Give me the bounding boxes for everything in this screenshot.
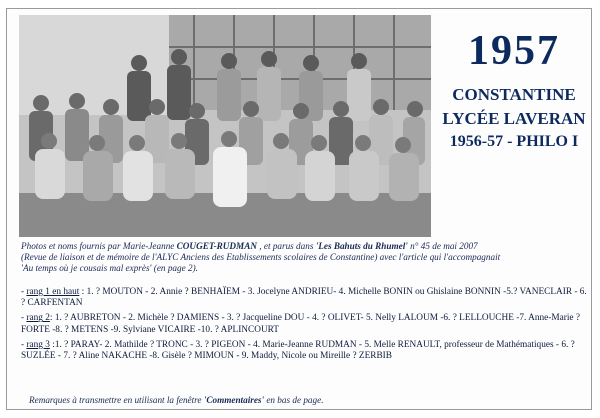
caption-line-3: 'Au temps où je cousais mal exprès' (en page 2).: [21, 263, 198, 273]
year-title: 1957: [468, 28, 560, 74]
class-title: 1956-57 - PHILO I: [449, 133, 579, 150]
row-label: rang 1: [26, 287, 50, 297]
city-title: CONSTANTINE: [452, 85, 576, 104]
row-1-names: - rang 1 en haut : 1. ? MOUTON - 2. Annie ? BENHAÏEM - 3. Jocelyne ANDRIEU- 4. Michelle BONIN ou Ghislaine BONNIN -5.? VANECLAIR - 6. ? CARFENTAN: [21, 287, 587, 309]
comments-note: [29, 395, 324, 405]
note-before: Remarques à transmettre en utilisant la fenêtre: [29, 395, 204, 405]
comments-link[interactable]: 'Commentaires': [203, 395, 265, 405]
caption-text-3: n° 45 de mai 2007: [407, 241, 478, 251]
class-photo: [19, 15, 431, 237]
caption-contributor: COUGET-RUDMAN: [176, 241, 257, 251]
row-label: rang 2: [26, 313, 50, 324]
caption-publication: 'Les Bahuts du Rhumel': [315, 241, 408, 251]
row-label: rang 3: [26, 339, 50, 350]
photo-caption: [21, 241, 586, 274]
row-text: : 1. ? AUBRETON - 2. Michèle ? DAMIENS - 3. ? Jacqueline DOU - 4. ? OLIVET- 5. Nelly LALOUM -6. ? LELLOUCHE -7. Anne-Marie ? FORTE -8. ? METENS -9. Sylviane VICAIRE -10. ? APLINCOURT: [21, 313, 580, 335]
row-3-names: - rang 3 :1. ? PARAY- 2. Mathilde ? TRONC - 3. ? PIGEON - 4. Marie-Jeanne RUDMAN - 5. Melle RENAULT, professeur de Mathématiques - 6. ? SUZLÉE - 7. ? Aline NAKACHE -8. Gisèle ? MIMOUN - 9. Maddy, Nicole ou Mireille ? ZERBIB: [21, 339, 575, 362]
school-title: LYCÉE LAVERAN: [442, 109, 586, 128]
class-photo-image: [19, 15, 431, 237]
page-frame: [6, 8, 592, 410]
caption-text-2: , et parus dans: [257, 241, 316, 251]
caption-text-1: Photos et noms fournis par Marie-Jeanne: [21, 241, 177, 251]
names-list: [21, 287, 591, 366]
row-text: :1. ? PARAY- 2. Mathilde ? TRONC - 3. ? PIGEON - 4. Marie-Jeanne RUDMAN - 5. Melle RENAULT, professeur de Mathématiques - 6. ? SUZLÉE - 7. ? Aline NAKACHE -8. Gisèle ? MIMOUN - 9. Maddy, Nicole ou Mireille ? ZERBIB: [21, 339, 575, 362]
row-label-suffix: en haut: [49, 287, 80, 297]
row-text: : 1. ? MOUTON - 2. Annie ? BENHAÏEM - 3. Jocelyne ANDRIEU- 4. Michelle BONIN ou Ghislaine BONNIN -5.? VANECLAIR - 6. ? CARFENTAN: [21, 287, 587, 309]
row-2-names: - rang 2: 1. ? AUBRETON - 2. Michèle ? DAMIENS - 3. ? Jacqueline DOU - 4. ? OLIVET- 5. Nelly LALOUM -6. ? LELLOUCHE -7. Anne-Marie ? FORTE -8. ? METENS -9. Sylviane VICAIRE -10. ? APLINCOURT: [21, 313, 580, 335]
caption-line-2: (Revue de liaison et de mémoire de l'ALYC Anciens des Etablissements scolaires de Constantine) avec l'article qui l'accompagnait: [21, 252, 501, 262]
note-after: en bas de page.: [264, 395, 324, 405]
